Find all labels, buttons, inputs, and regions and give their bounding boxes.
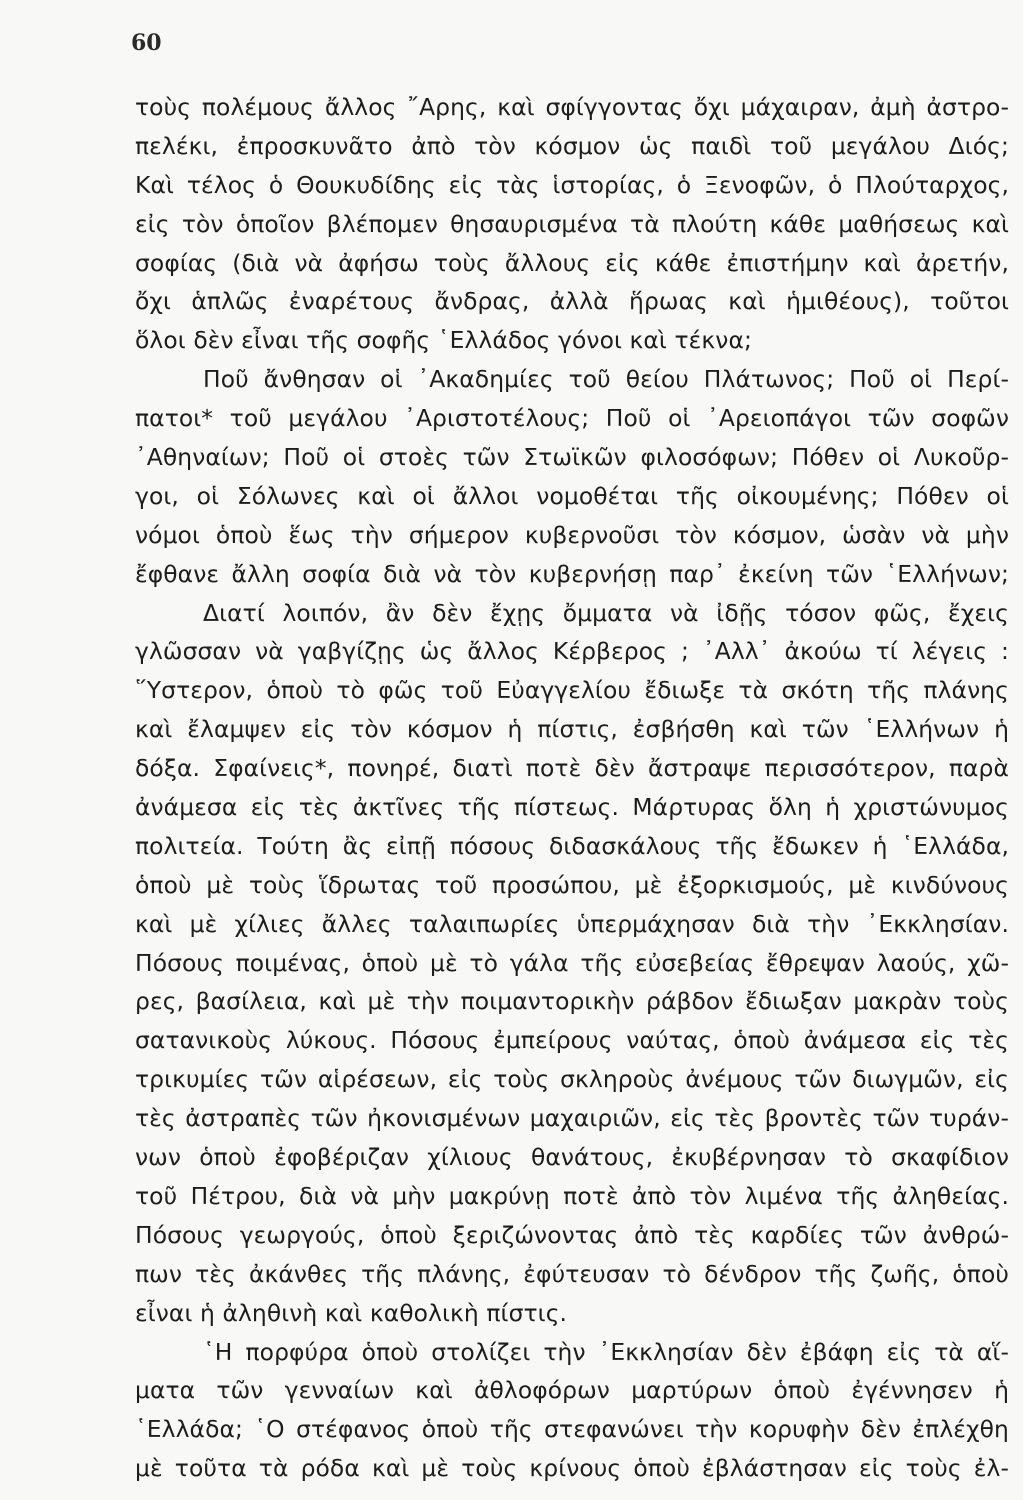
- text-line: πατοι* τοῦ μεγάλου ᾿Αριστοτέλους; Ποῦ οἱ ᾿Αρειοπάγοι τῶν σοφῶν: [135, 404, 1009, 433]
- text-line: νόμοι ὁποὺ ἕως τὴν σήμερον κυβερνοῦσι τὸν κόσμον, ὡσὰν νὰ μὴν: [135, 520, 1009, 549]
- text-line: τὲς ἀστραπὲς τῶν ἠκονισμένων μαχαιριῶν, εἰς τὲς βροντὲς τῶν τυράν-: [135, 1104, 1009, 1133]
- text-line: ᾿Αθηναίων; Ποῦ οἱ στοὲς τῶν Στωϊκῶν φιλοσόφων; Πόθεν οἱ Λυκοῦρ-: [135, 443, 1009, 472]
- text-line: πελέκι, ἐπροσκυνᾶτο ἀπὸ τὸν κόσμον ὡς παιδὶ τοῦ μεγάλου Διός;: [135, 131, 1009, 160]
- text-line: τοῦ Πέτρου, διὰ νὰ μὴν μακρύνῃ ποτὲ ἀπὸ τὸν λιμένα τῆς ἀληθείας.: [135, 1181, 1009, 1210]
- page-number: 60: [131, 30, 162, 56]
- text-line: μὲ τοῦτα τὰ ρόδα καὶ μὲ τοὺς κρίνους ὁποὺ ἐβλάστησαν εἰς τοὺς ἐλ-: [135, 1454, 1009, 1483]
- text-line: καὶ ἔλαμψεν εἰς τὸν κόσμον ἡ πίστις, ἐσβήσθη καὶ τῶν ῾Ελλήνων ἡ: [135, 715, 1009, 744]
- text-line: τρικυμίες τῶν αἱρέσεων, εἰς τοὺς σκληροὺς ἀνέμους τῶν διωγμῶν, εἰς: [135, 1065, 1009, 1094]
- text-line: σοφίας (διὰ νὰ ἀφήσω τοὺς ἄλλους εἰς κάθε ἐπιστήμην καὶ ἀρετήν,: [135, 248, 1009, 277]
- text-line: Πόσους ποιμένας, ὁποὺ μὲ τὸ γάλα τῆς εὐσεβείας ἔθρεψαν λαούς, χῶ-: [135, 948, 1009, 977]
- text-line: δόξα. Σφαίνεις*, πονηρέ, διατὶ ποτὲ δὲν ἄστραψε περισσότερον, παρὰ: [135, 754, 1009, 783]
- text-line: ματα τῶν γενναίων καὶ ἀθλοφόρων μαρτύρων ὁποὺ ἐγέννησεν ἡ: [135, 1376, 1009, 1405]
- text-line: ῞Υστερον, ὁποὺ τὸ φῶς τοῦ Εὐαγγελίου ἔδιωξε τὰ σκότη τῆς πλάνης: [135, 676, 1009, 705]
- text-line: ἔφθανε ἄλλη σοφία διὰ νὰ τὸν κυβερνήσῃ παρ᾿ ἐκείνη τῶν ῾Ελλήνων;: [135, 559, 1009, 588]
- text-line: Διατί λοιπόν, ἂν δὲν ἔχῃς ὄμματα νὰ ἰδῇς τόσον φῶς, ἔχεις: [203, 598, 1009, 627]
- text-line: τοὺς πολέμους ἄλλος ῎Αρης, καὶ σφίγγοντας ὄχι μάχαιραν, ἀμὴ ἀστρο-: [135, 93, 1009, 121]
- text-line: Πόσους γεωργούς, ὁποὺ ξεριζώνοντας ἀπὸ τὲς καρδίες τῶν ἀνθρώ-: [135, 1220, 1009, 1249]
- text-line: ὅλοι δὲν εἶναι τῆς σοφῆς ῾Ελλάδος γόνοι καὶ τέκνα;: [135, 326, 752, 355]
- text-line: ὄχι ἁπλῶς ἐναρέτους ἄνδρας, ἀλλὰ ἥρωας καὶ ἡμιθέους), τοῦτοι: [135, 287, 1009, 316]
- text-line: καὶ μὲ χίλιες ἄλλες ταλαιπωρίες ὑπερμάχησαν διὰ τὴν ᾿Εκκλησίαν.: [135, 909, 1009, 938]
- text-line: νων ὁποὺ ἐφοβέριζαν χίλιους θανάτους, ἐκυβέρνησαν τὸ σκαφίδιον: [135, 1143, 1009, 1172]
- text-line: Ποῦ ἄνθησαν οἱ ᾿Ακαδημίες τοῦ θείου Πλάτωνος; Ποῦ οἱ Περί-: [203, 365, 1009, 394]
- text-line: πων τὲς ἀκάνθες τῆς πλάνης, ἐφύτευσαν τὸ δένδρον τῆς ζωῆς, ὁποὺ: [135, 1259, 1009, 1288]
- text-line: γοι, οἱ Σόλωνες καὶ οἱ ἄλλοι νομοθέται τῆς οἰκουμένης; Πόθεν οἱ: [135, 481, 1009, 510]
- text-line: Καὶ τέλος ὁ Θουκυδίδης εἰς τὰς ἱστορίας, ὁ Ξενοφῶν, ὁ Πλούταρχος,: [135, 170, 1009, 199]
- text-line: ῾Ελλάδα; ῾Ο στέφανος ὁποὺ τῆς στεφανώνει τὴν κορυφὴν δὲν ἐπλέχθη: [135, 1415, 1009, 1444]
- text-line: γλῶσσαν νὰ γαβγίζῃς ὡς ἄλλος Κέρβερος ; ᾿Αλλ᾿ ἀκούω τί λέγεις :: [135, 637, 1009, 666]
- text-line: ἀνάμεσα εἰς τὲς ἀκτῖνες τῆς πίστεως. Μάρτυρας ὅλη ἡ χριστώνυμος: [135, 793, 1009, 822]
- text-line: ὁποὺ μὲ τοὺς ἵδρωτας τοῦ προσώπου, μὲ ἐξορκισμούς, μὲ κινδύνους: [135, 870, 1009, 899]
- text-line: ρες, βασίλεια, καὶ μὲ τὴν ποιμαντορικὴν ράβδον ἔδιωξαν μακρὰν τοὺς: [135, 987, 1009, 1016]
- text-line: ῾Η πορφύρα ὁποὺ στολίζει τὴν ᾿Εκκλησίαν δὲν ἐβάφη εἰς τὰ αἵ-: [203, 1337, 1009, 1366]
- text-line: πολιτεία. Τούτη ἂς εἰπῇ πόσους διδασκάλους τῆς ἔδωκεν ἡ ῾Ελλάδα,: [135, 831, 1009, 860]
- text-line: εἶναι ἡ ἀληθινὴ καὶ καθολικὴ πίστις.: [135, 1298, 568, 1327]
- text-line: σατανικοὺς λύκους. Πόσους ἐμπείρους ναύτας, ὁποὺ ἀνάμεσα εἰς τὲς: [135, 1026, 1009, 1055]
- body-text: [135, 88, 1009, 1488]
- text-line: εἰς τὸν ὁποῖον βλέπομεν θησαυρισμένα τὰ πλούτη κάθε μαθήσεως καὶ: [135, 209, 1009, 238]
